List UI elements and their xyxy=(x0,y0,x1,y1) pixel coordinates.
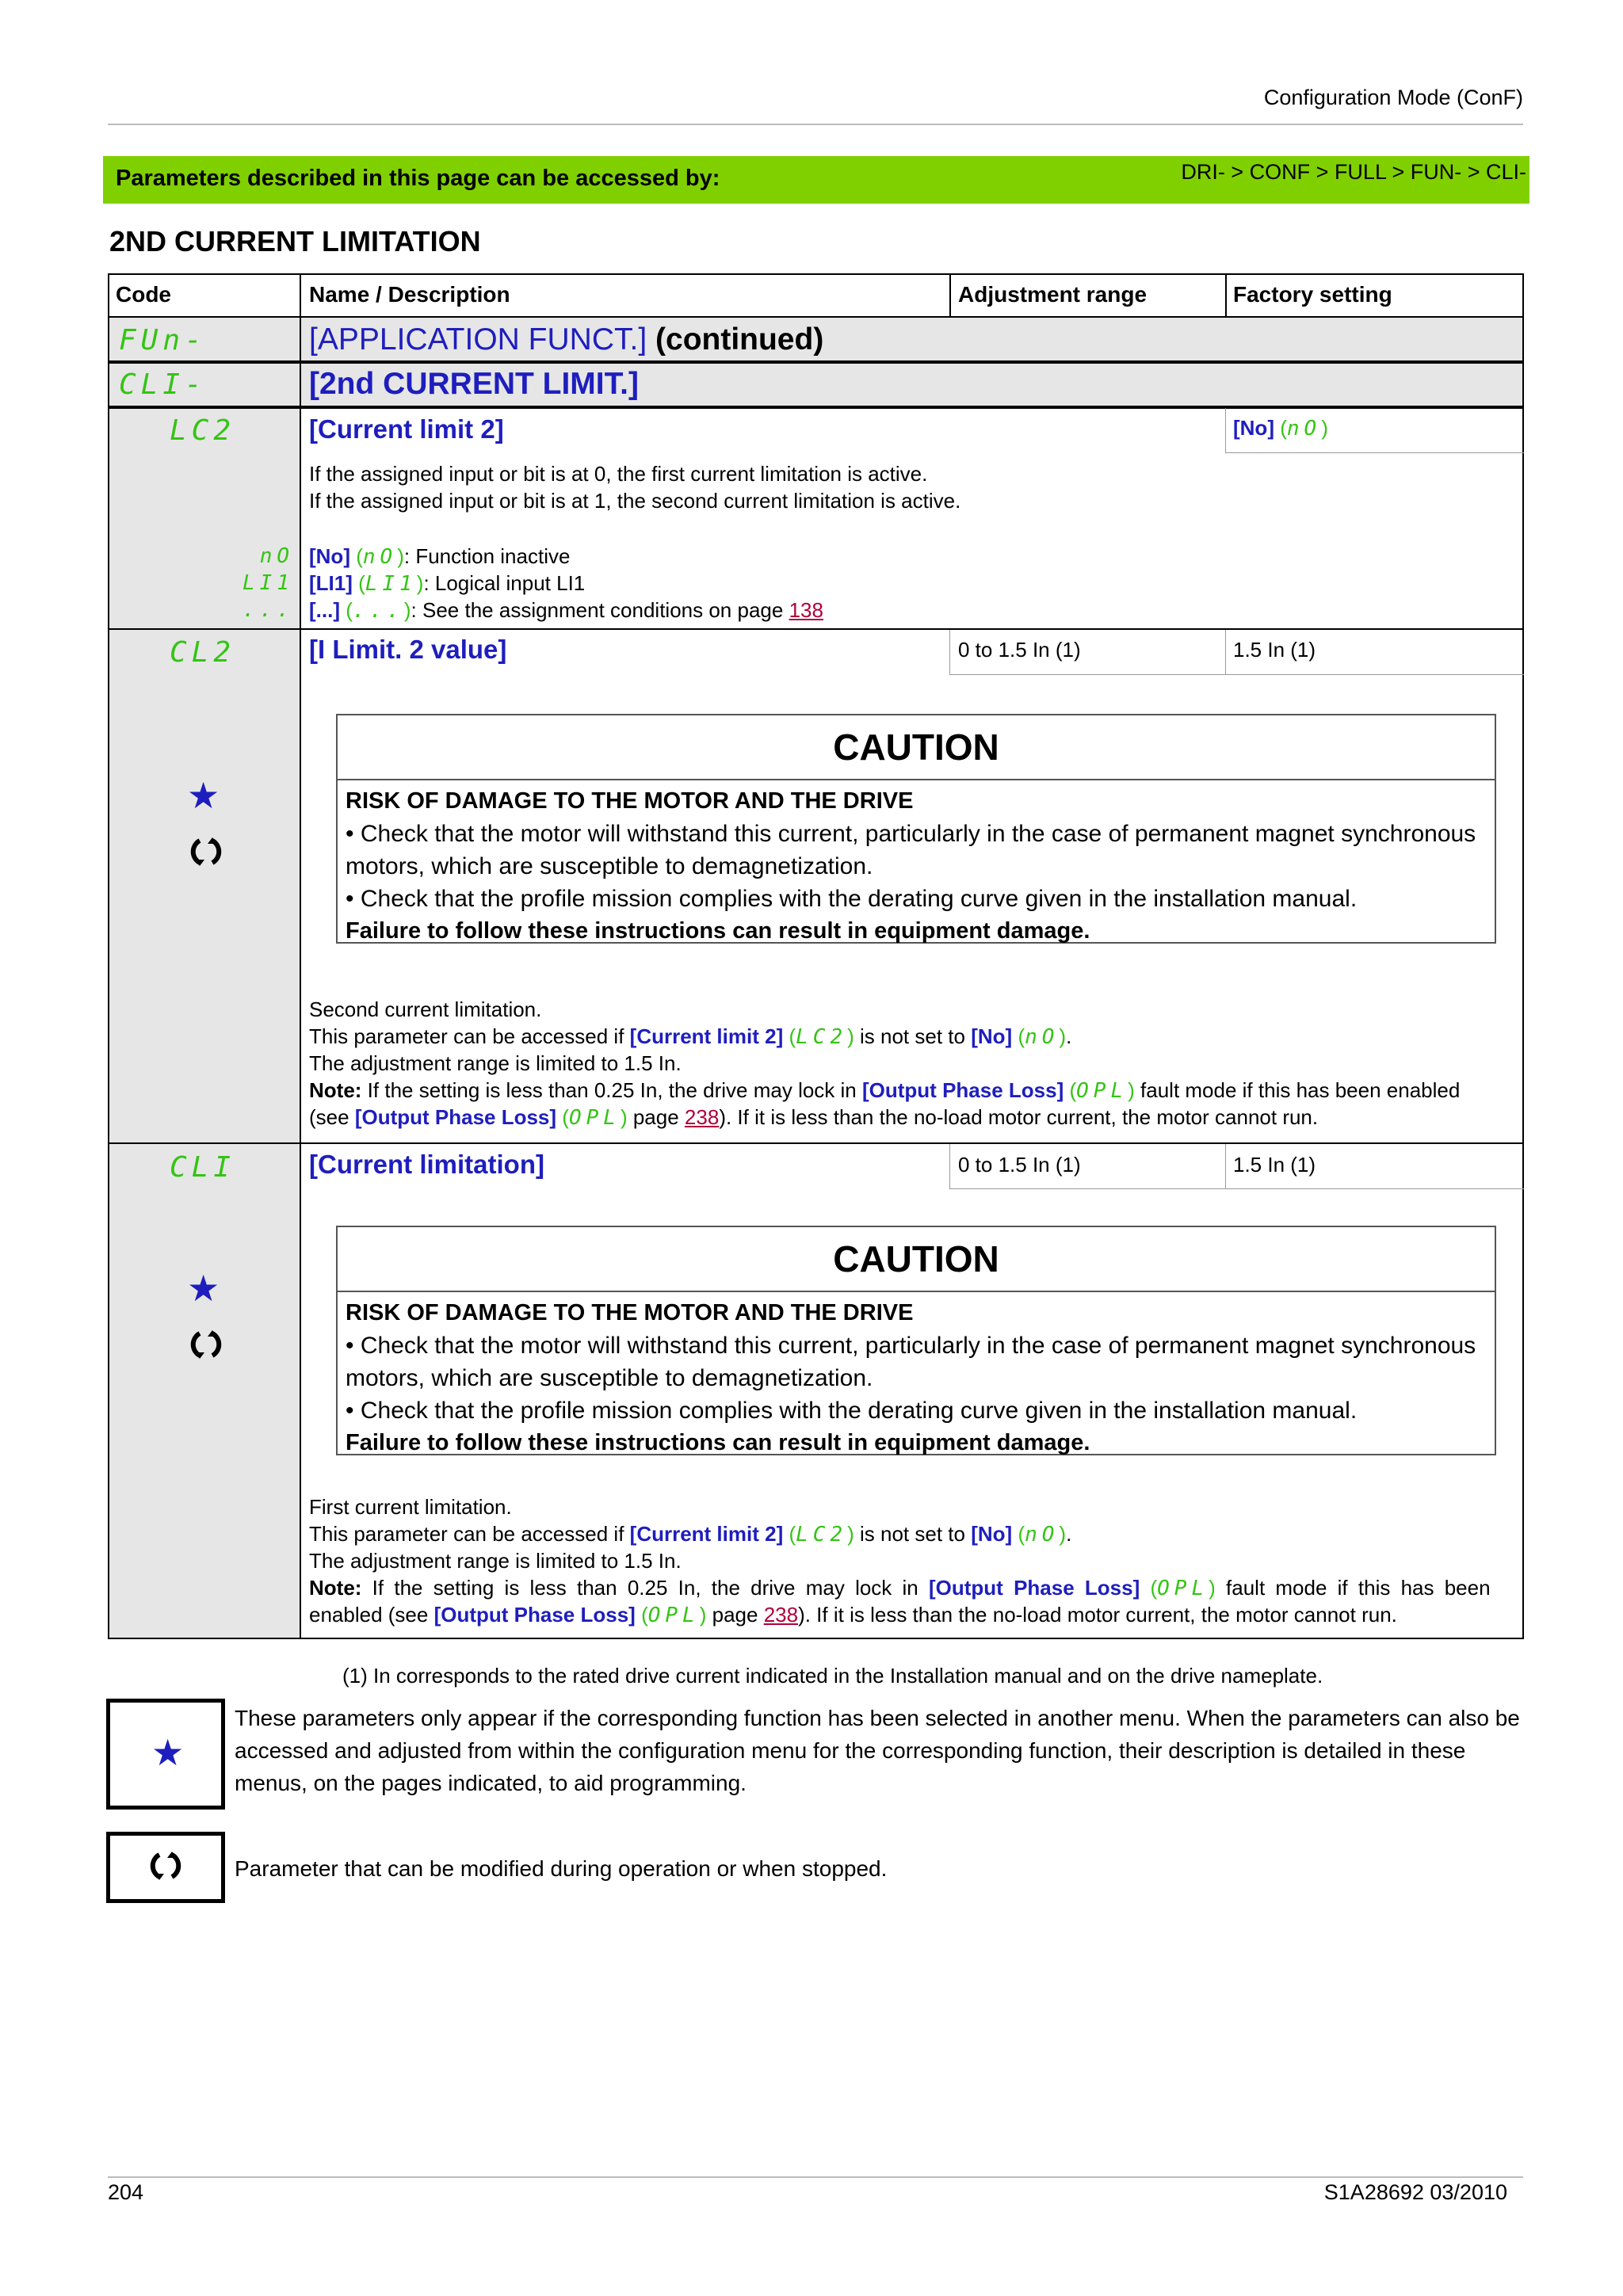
caution-title: CAUTION xyxy=(338,1227,1495,1292)
cli-note-param: [Output Phase Loss] xyxy=(929,1576,1140,1600)
cli-access-pre: This parameter can be accessed if xyxy=(309,1522,624,1546)
cli-note-param-2: [Output Phase Loss] xyxy=(433,1603,636,1627)
cycle-arrows-icon xyxy=(189,1327,223,1366)
code-cli-menu: CLI- xyxy=(119,368,207,401)
caution-body xyxy=(346,1297,1487,1459)
caution-bullet-2: • Check that the profile mission complies with the derating curve given in the installation manual. xyxy=(346,1398,1358,1424)
option-no-text: Function inactive xyxy=(415,544,571,568)
page-link-238[interactable]: 238 xyxy=(763,1603,799,1627)
cl2-note-param: [Output Phase Loss] xyxy=(862,1078,1064,1102)
cl2-note-line-1: Note: If the setting is less than 0.25 In, the drive may lock in [Output Phase Loss] (OPL) fault mode if this has been enabled xyxy=(309,1078,1461,1103)
cl2-note-e: ). If it is less than the no-load motor current, the motor cannot run. xyxy=(719,1105,1319,1129)
code-column-shading xyxy=(109,318,300,1638)
cl2-note-d: page xyxy=(632,1105,679,1129)
cl2-access-param: [Current limit 2] xyxy=(629,1024,784,1048)
cli-note-line-1: Note: If the setting is less than 0.25 In, the drive may lock in [Output Phase Loss] (OPL) fault mode if this has been xyxy=(309,1576,1491,1600)
cli-note-code-2: OPL xyxy=(647,1604,700,1627)
cli-note-a: If the setting is less than 0.25 In, the drive may lock in xyxy=(372,1576,918,1600)
star-icon: ★ xyxy=(187,775,220,816)
footnote: (1) In corresponds to the rated drive current indicated in the Installation manual and on the drive nameplate. xyxy=(342,1664,1323,1688)
access-path: DRI- > CONF > FULL > FUN- > CLI- xyxy=(1181,160,1526,184)
header-rule xyxy=(108,124,1523,125)
group-fun-title xyxy=(309,321,823,359)
page-header-title: Configuration Mode (ConF) xyxy=(1263,86,1523,109)
option-no-label: [No] xyxy=(309,544,350,568)
option-more-label: [...] xyxy=(309,598,340,622)
document-reference: S1A28692 03/2010 xyxy=(1323,2180,1507,2204)
lc2-desc-1: If the assigned input or bit is at 0, the first current limitation is active. xyxy=(309,462,928,486)
access-label: Parameters described in this page can be accessed by: xyxy=(116,166,720,191)
cycle-arrows-icon xyxy=(148,1848,183,1887)
cli-access-mid: is not set to xyxy=(860,1522,965,1546)
lc2-desc-2: If the assigned input or bit is at 1, the second current limitation is active. xyxy=(309,489,961,513)
param-cli-title: [Current limitation] xyxy=(309,1150,544,1179)
option-more-text: See the assignment conditions on page xyxy=(422,598,784,622)
option-li1-code: LI1 xyxy=(365,572,417,596)
caution-bullet-2: • Check that the profile mission complies with the derating curve given in the installation manual. xyxy=(346,886,1358,912)
cycle-arrows-icon xyxy=(189,834,223,873)
param-cl2-title: [I Limit. 2 value] xyxy=(309,635,507,664)
cli-note-e: ). If it is less than the no-load motor current, the motor cannot run. xyxy=(798,1603,1397,1627)
caution-bullet-1: • Check that the motor will withstand this current, particularly in the case of permanent magnet synchronous motors, which are susceptible to demagnetization. xyxy=(346,821,1476,879)
group-cli-title: [2nd CURRENT LIMIT.] xyxy=(309,367,639,401)
cli-access-valcode: nO xyxy=(1025,1523,1060,1547)
code-lc2: LC2 xyxy=(170,414,236,447)
page-number: 204 xyxy=(108,2180,144,2204)
col-header-name: Name / Description xyxy=(309,282,510,307)
cli-access-code: LC2 xyxy=(796,1523,848,1547)
caution-failure: Failure to follow these instructions can result in equipment damage. xyxy=(346,1430,1090,1455)
cl2-access-valcode: nO xyxy=(1025,1025,1060,1049)
option-code-no: nO xyxy=(259,544,294,568)
cl2-note-c: (see xyxy=(309,1105,349,1129)
cl2-access-mid: is not set to xyxy=(860,1024,965,1048)
col-header-range: Adjustment range xyxy=(958,282,1148,307)
group-fun-title-text: [APPLICATION FUNCT.] xyxy=(309,322,647,357)
cl2-note-b: fault mode if this has been enabled xyxy=(1140,1078,1461,1102)
option-no-code: nO xyxy=(362,545,398,569)
cli-access-param: [Current limit 2] xyxy=(629,1522,784,1546)
legend-cycle-text: Parameter that can be modified during operation or when stopped. xyxy=(235,1856,888,1881)
legend-star-text: These parameters only appear if the corresponding function has been selected in another menu. When the parameters can also be accessed and adjusted from within the configuration menu for the corresponding function, their description is detailed in these menus, on the pages indicated, to aid programming. xyxy=(235,1706,1520,1795)
legend-star-box xyxy=(106,1699,225,1810)
col-header-factory: Factory setting xyxy=(1233,282,1392,307)
cl2-access-code: LC2 xyxy=(796,1025,848,1049)
cl2-range: 0 to 1.5 In (1) xyxy=(958,638,1081,662)
lc2-factory: [No] (nO) xyxy=(1233,416,1328,441)
cl2-access: This parameter can be accessed if [Current limit 2] (LC2) is not set to [No] (nO). xyxy=(309,1024,1072,1049)
option-more-code: ... xyxy=(352,599,404,623)
caution-title: CAUTION xyxy=(338,715,1495,780)
cl2-factory: 1.5 In (1) xyxy=(1233,638,1316,662)
option-li1-text: Logical input LI1 xyxy=(434,571,586,595)
caution-failure: Failure to follow these instructions can result in equipment damage. xyxy=(346,918,1090,944)
code-cl2: CL2 xyxy=(170,636,236,669)
cl2-note-code: OPL xyxy=(1076,1079,1128,1103)
star-icon: ★ xyxy=(151,1732,185,1773)
lc2-factory-code: nO xyxy=(1286,417,1322,441)
cl2-note-code-2: OPL xyxy=(568,1106,621,1130)
code-cli: CLI xyxy=(170,1151,236,1184)
cli-desc-1: First current limitation. xyxy=(309,1495,512,1519)
caution-bullet-1: • Check that the motor will withstand this current, particularly in the case of permanent magnet synchronous motors, which are susceptible to demagnetization. xyxy=(346,1333,1476,1391)
cl2-note-a: If the setting is less than 0.25 In, the drive may lock in xyxy=(367,1078,857,1102)
option-more: [...] (...): See the assignment conditions on page 138 xyxy=(309,598,823,623)
legend-cycle-box xyxy=(106,1832,225,1903)
param-lc2-title: [Current limit 2] xyxy=(309,414,504,444)
caution-box-cli xyxy=(336,1226,1496,1455)
option-no: [No] (nO): Function inactive xyxy=(309,544,571,569)
cl2-desc-1: Second current limitation. xyxy=(309,997,542,1021)
cl2-access-pre: This parameter can be accessed if xyxy=(309,1024,624,1048)
option-li1-label: [LI1] xyxy=(309,571,353,595)
col-header-code: Code xyxy=(116,282,171,307)
cli-access: This parameter can be accessed if [Current limit 2] (LC2) is not set to [No] (nO). xyxy=(309,1522,1072,1547)
group-fun-suffix: (continued) xyxy=(655,322,824,357)
cli-note-b: fault mode if this has been xyxy=(1226,1576,1491,1600)
option-code-li1: LI1 xyxy=(242,571,294,595)
caution-body xyxy=(346,785,1487,948)
option-li1: [LI1] (LI1): Logical input LI1 xyxy=(309,571,586,596)
cli-note-label: Note: xyxy=(309,1576,362,1600)
cl2-range-note: The adjustment range is limited to 1.5 In. xyxy=(309,1051,682,1075)
caution-heading: RISK OF DAMAGE TO THE MOTOR AND THE DRIVE xyxy=(346,1300,914,1325)
access-bar xyxy=(103,156,1529,204)
cl2-access-val: [No] xyxy=(971,1024,1013,1048)
cli-note-line-2: enabled (see [Output Phase Loss] (OPL) page 238). If it is less than the no-load motor current, the motor cannot run. xyxy=(309,1603,1397,1627)
page-link-238[interactable]: 238 xyxy=(684,1105,720,1129)
footer-rule xyxy=(108,2176,1523,2178)
cl2-note-param-2: [Output Phase Loss] xyxy=(354,1105,557,1129)
star-icon: ★ xyxy=(187,1268,220,1309)
option-code-more: ... xyxy=(242,598,294,622)
caution-box-cl2 xyxy=(336,714,1496,944)
section-title: 2ND CURRENT LIMITATION xyxy=(109,225,481,257)
cli-note-d: page xyxy=(712,1603,758,1627)
page-link-138[interactable]: 138 xyxy=(789,598,823,622)
cli-range: 0 to 1.5 In (1) xyxy=(958,1153,1081,1177)
cli-note-c: enabled (see xyxy=(309,1603,429,1627)
parameter-table xyxy=(108,273,1524,1639)
cli-access-val: [No] xyxy=(971,1522,1013,1546)
caution-heading: RISK OF DAMAGE TO THE MOTOR AND THE DRIVE xyxy=(346,788,914,814)
cl2-note-label: Note: xyxy=(309,1078,362,1102)
cl2-note-line-2: (see [Output Phase Loss] (OPL) page 238). If it is less than the no-load motor current, the motor cannot run. xyxy=(309,1105,1319,1130)
cli-range-note: The adjustment range is limited to 1.5 In. xyxy=(309,1549,682,1573)
code-fun: FUn- xyxy=(119,324,207,357)
cli-note-code: OPL xyxy=(1157,1577,1209,1600)
cli-factory: 1.5 In (1) xyxy=(1233,1153,1316,1177)
lc2-factory-label: [No] xyxy=(1233,416,1274,440)
